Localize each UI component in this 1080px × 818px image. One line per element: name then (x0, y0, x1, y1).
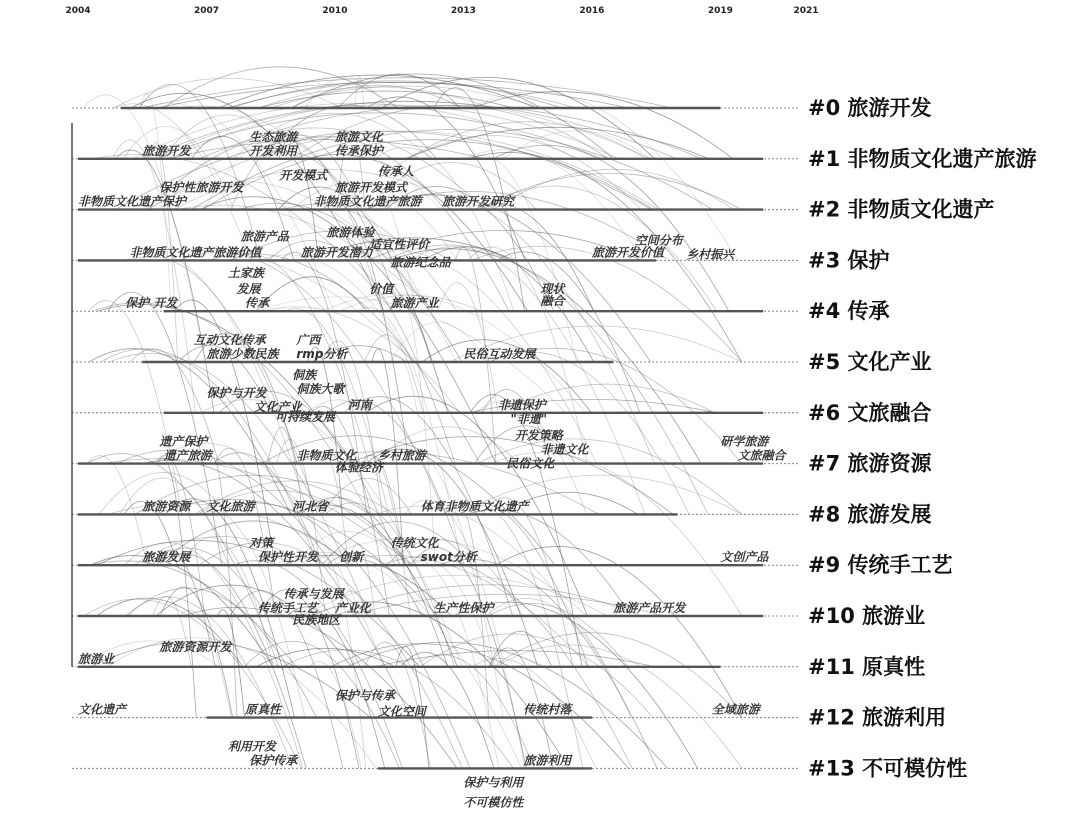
keyword-label: 民俗互动发展 (463, 347, 536, 361)
year-tick-label: 2016 (579, 6, 605, 16)
keyword-label: 旅游资源 (142, 499, 191, 514)
keyword-label: 保护性开发 (257, 550, 318, 565)
keyword-label: 对策 (249, 536, 274, 551)
year-tick-label: 2021 (793, 6, 819, 16)
keyword-label: 利用开发 (227, 739, 276, 754)
keyword-label: 保护与传承 (334, 688, 395, 703)
co-occurrence-arc (157, 455, 205, 616)
keyword-label: 非遗保护 (497, 397, 546, 412)
keyword-label: 互动文化传承 (193, 333, 266, 347)
cluster-label: #11 原真性 (808, 654, 926, 679)
keyword-label: 旅游开发潜力 (300, 245, 373, 260)
keyword-label: 民族地区 (292, 613, 341, 627)
keyword-label: 旅游业 (78, 651, 115, 666)
keyword-label: 文化空间 (377, 704, 426, 719)
year-tick-label: 2010 (322, 6, 348, 16)
keyword-label: 乡村振兴 (686, 247, 735, 262)
co-occurrence-arc (412, 655, 534, 769)
keyword-label: 文创产品 (720, 550, 769, 565)
cluster-label: #5 文化产业 (808, 350, 932, 374)
keyword-label: 非物质文化遗产旅游 (313, 194, 422, 209)
co-occurrence-arc (180, 610, 231, 717)
co-occurrence-arc (322, 341, 382, 515)
keyword-label: 旅游利用 (523, 753, 572, 768)
keyword-label: 传承人 (377, 164, 414, 179)
keyword-label: 旅游开发研究 (442, 194, 515, 209)
keyword-label: 旅游文化 (334, 129, 383, 144)
keyword-label: "非遗" (510, 411, 548, 426)
co-occurrence-arc (405, 127, 709, 159)
keyword-label: 体验经济 (334, 460, 383, 475)
co-occurrence-arc (125, 543, 303, 769)
keyword-label: 保护与利用 (463, 775, 524, 790)
keyword-label: 旅游开发模式 (334, 180, 407, 195)
year-tick-label: 2013 (450, 6, 476, 16)
co-occurrence-arc (410, 247, 645, 515)
keyword-label: 保护 开发 (125, 296, 178, 311)
keyword-label: 侗族大歌 (296, 381, 345, 396)
keyword-label: 遗产旅游 (163, 448, 212, 463)
keyword-label: 旅游产品 (240, 229, 289, 244)
co-occurrence-arc (471, 92, 738, 261)
co-occurrence-arc (89, 349, 291, 515)
keyword-label: 河北省 (292, 499, 329, 514)
cluster-label: #1 非物质文化遗产旅游 (808, 146, 1037, 171)
year-tick-label: 2004 (65, 6, 91, 16)
co-occurrence-arc (89, 300, 182, 514)
keyword-label: 文化产业 (253, 399, 302, 414)
keyword-label: 原真性 (245, 702, 282, 717)
year-axis (65, 6, 818, 16)
co-occurrence-arc (493, 145, 729, 311)
keyword-label: 传统村落 (523, 702, 572, 717)
keyword-label: 非遗文化 (540, 442, 589, 457)
co-occurrence-arc (497, 252, 640, 413)
keyword-label: 保护传承 (249, 753, 298, 768)
keyword-label: 旅游纪念品 (390, 255, 451, 270)
keyword-label: 传统手工艺 (257, 601, 318, 615)
keyword-label: 开发策略 (514, 428, 563, 443)
co-occurrence-arc (376, 506, 607, 666)
keyword-label: 旅游产品开发 (613, 601, 686, 615)
keyword-label: 开发利用 (249, 143, 298, 158)
keyword-label: 现状 (540, 282, 565, 297)
cluster-label: #6 文旅融合 (808, 400, 932, 425)
keyword-label: 不可模仿性 (463, 795, 524, 810)
keyword-label: 河南 (347, 397, 372, 412)
keyword-label: 研学旅游 (720, 434, 769, 449)
keyword-label: 生态旅游 (249, 129, 298, 144)
co-occurrence-arc (309, 662, 361, 769)
co-occurrence-arc (184, 607, 458, 768)
cluster-label: #4 传承 (808, 299, 890, 324)
keyword-label: 可持续发展 (275, 409, 336, 424)
keyword-label: 价值 (369, 282, 394, 297)
keyword-label: 创新 (339, 550, 364, 565)
keyword-label: 全域旅游 (711, 702, 760, 717)
keyword-label: 遗产保护 (159, 434, 208, 449)
keyword-label: 文旅融合 (737, 448, 786, 463)
keyword-label: 体育非物质文化遗产 (420, 499, 529, 514)
cluster-label: #12 旅游利用 (808, 705, 947, 730)
keyword-label: 旅游少数民族 (206, 347, 279, 361)
keyword-label: 乡村旅游 (377, 448, 426, 463)
keyword-label: 民俗文化 (506, 456, 555, 471)
keyword-label: swot分析 (420, 550, 477, 565)
cluster-label: #10 旅游业 (808, 604, 926, 628)
cluster-label: #8 旅游发展 (808, 502, 932, 527)
keyword-label: 非物质文化遗产旅游价值 (129, 245, 262, 260)
co-occurrence-arc (331, 644, 629, 769)
year-tick-label: 2019 (707, 6, 733, 16)
keyword-label: 保护与开发 (206, 385, 267, 400)
cluster-label: #9 传统手工艺 (808, 553, 953, 578)
keyword-label: 非物质文化遗产保护 (78, 194, 187, 209)
co-occurrence-arc (144, 101, 677, 158)
keyword-label: 旅游开发 (142, 143, 191, 158)
keyword-label: 融合 (540, 294, 565, 309)
keyword-label: 发展 (236, 282, 261, 297)
keyword-label: 文化遗产 (78, 702, 127, 717)
keyword-label: 传承与发展 (283, 587, 344, 601)
cluster-label: #13 不可模仿性 (808, 756, 968, 781)
keyword-label: 侗族 (292, 367, 317, 382)
cluster-labels (808, 96, 1037, 780)
keyword-label: 适宜性评价 (369, 237, 430, 252)
keyword-label: 产业化 (334, 601, 371, 615)
keyword-label: 土家族 (227, 266, 264, 281)
cluster-label: #2 非物质文化遗产 (808, 197, 995, 222)
keyword-label: 传统文化 (390, 536, 439, 551)
keyword-label: 旅游体验 (326, 225, 375, 240)
keyword-label: 开发模式 (279, 168, 328, 183)
keyword-label: 传承 (245, 296, 270, 311)
year-tick-label: 2007 (193, 6, 220, 16)
keyword-label: 传承保护 (334, 143, 383, 158)
cluster-label: #0 旅游开发 (808, 96, 932, 120)
keyword-label: 旅游开发价值 (591, 245, 664, 260)
keyword-label: 广西 (296, 333, 321, 347)
keyword-label: 文化旅游 (206, 499, 255, 514)
keyword-label: 空间分布 (634, 233, 683, 248)
cluster-label: #7 旅游资源 (808, 451, 932, 476)
keyword-label: 非物质文化 (296, 448, 357, 463)
co-occurrence-arc (365, 335, 423, 413)
keyword-label: 旅游资源开发 (159, 639, 232, 654)
keyword-label: 保护性旅游开发 (159, 180, 244, 195)
co-occurrence-arc (460, 505, 582, 768)
keyword-label: rmp分析 (296, 347, 348, 361)
cluster-label: #3 保护 (808, 248, 890, 273)
keyword-label: 旅游发展 (142, 550, 191, 565)
keyword-label: 旅游产业 (390, 296, 439, 311)
keyword-label: 生产性保护 (433, 601, 494, 615)
